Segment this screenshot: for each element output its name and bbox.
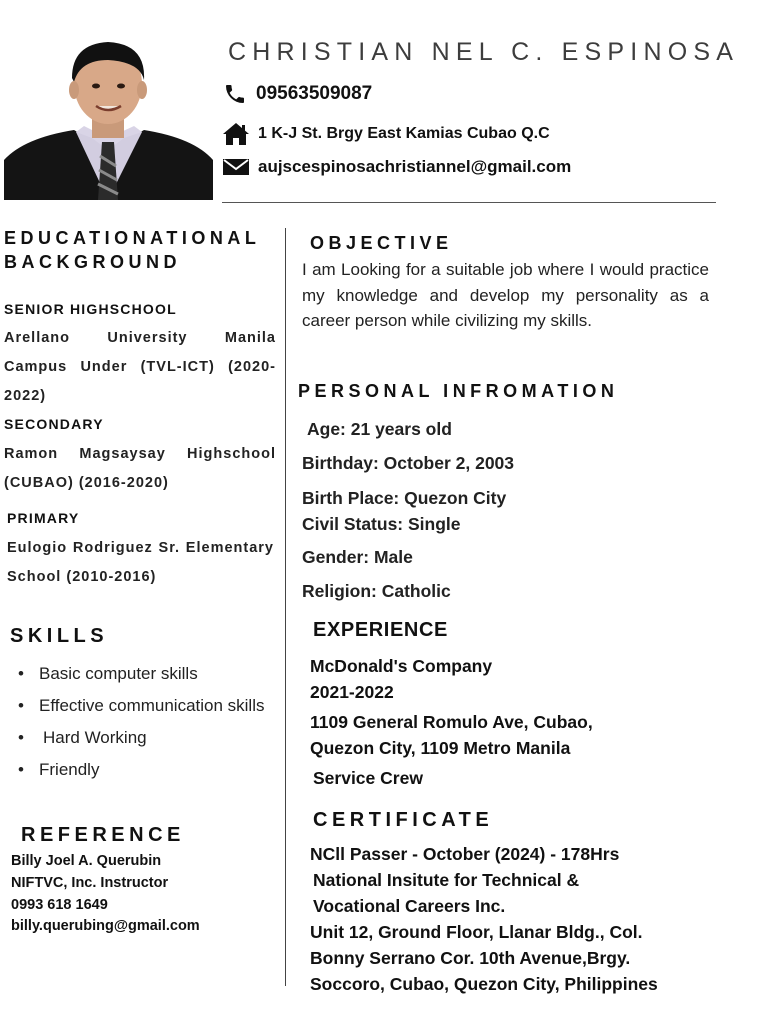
experience-company: McDonald's Company: [310, 656, 493, 676]
education-senior-school: Arellano University Manila Campus Under (TVL-ICT) (2020-2022): [4, 330, 276, 404]
reference-heading: REFERENCE: [21, 824, 185, 846]
certificate-line: Vocational Careers Inc.: [313, 896, 506, 916]
reference-title: NIFTVC, Inc. Instructor: [11, 875, 169, 891]
header-divider: [222, 202, 716, 203]
personal-info-heading: PERSONAL INFROMATION: [298, 381, 619, 401]
bullet-icon: •: [18, 728, 24, 747]
portrait-illustration: [4, 38, 213, 200]
experience-role: Service Crew: [313, 768, 423, 788]
personal-civil-status: Civil Status: Single: [302, 514, 461, 534]
skill-item: • Effective communication skills: [18, 690, 273, 722]
skills-heading: SKILLS: [10, 625, 109, 647]
experience-address-line: 1109 General Romulo Ave, Cubao,: [310, 712, 593, 732]
skill-item: • Basic computer skills: [18, 658, 273, 690]
education-senior-level: SENIOR HIGHSCHOOL: [4, 301, 177, 317]
address-text: 1 K-J St. Brgy East Kamias Cubao Q.C: [258, 125, 550, 142]
certificate-heading: CERTIFICATE: [313, 809, 494, 831]
bullet-icon: •: [18, 760, 24, 779]
reference-phone: 0993 618 1649: [11, 897, 108, 913]
education-primary-level: PRIMARY: [7, 510, 80, 526]
education-secondary-school: Ramon Magsaysay Highschool (CUBAO) (2016-2020): [4, 446, 276, 491]
skill-item: • Friendly: [18, 754, 273, 786]
phone-number: 09563509087: [256, 83, 373, 104]
education-primary-school: Eulogio Rodriguez Sr. Elementary School (2010-2016): [7, 540, 274, 585]
experience-heading: EXPERIENCE: [313, 619, 448, 641]
column-divider: [285, 228, 286, 986]
certificate-line: Soccoro, Cubao, Quezon City, Philippines: [310, 974, 658, 994]
objective-text: I am Looking for a suitable job where I would practice my knowledge and develop my personality as a career person while civilizing my skills.: [302, 260, 709, 330]
contact-address: [222, 122, 550, 146]
envelope-icon: [222, 157, 250, 177]
contact-email: [222, 157, 571, 177]
education-secondary-level: SECONDARY: [4, 416, 104, 432]
personal-religion: Religion: Catholic: [302, 581, 451, 601]
email-address: aujscespinosachristiannel@gmail.com: [258, 157, 572, 176]
personal-birthplace: Birth Place: Quezon City: [302, 488, 507, 508]
personal-age: Age: 21 years old: [307, 419, 452, 439]
personal-gender: Gender: Male: [302, 547, 413, 567]
experience-years: 2021-2022: [310, 682, 394, 702]
reference-name: Billy Joel A. Querubin: [11, 853, 162, 869]
education-heading: EDUCATIONATIONAL BACKGROUND: [4, 228, 260, 272]
personal-birthday: Birthday: October 2, 2003: [302, 453, 515, 473]
certificate-line: National Insitute for Technical &: [313, 870, 580, 890]
bullet-icon: •: [18, 696, 24, 715]
profile-photo: [4, 38, 213, 200]
objective-heading: OBJECTIVE: [310, 233, 453, 253]
phone-icon: [222, 82, 248, 106]
contact-phone: [222, 82, 372, 106]
skill-item: • Hard Working: [18, 722, 273, 754]
certificate-line: Unit 12, Ground Floor, Llanar Bldg., Col.: [310, 922, 643, 942]
bullet-icon: •: [18, 664, 24, 683]
skills-list: [18, 658, 273, 786]
reference-email: billy.querubing@gmail.com: [11, 918, 200, 934]
certificate-line: NCll Passer - October (2024) - 178Hrs: [310, 844, 620, 864]
experience-address-line: Quezon City, 1109 Metro Manila: [310, 738, 571, 758]
certificate-line: Bonny Serrano Cor. 10th Avenue,Brgy.: [310, 948, 631, 968]
candidate-name: CHRISTIAN NEL C. ESPINOSA: [228, 38, 740, 66]
home-icon: [222, 122, 250, 146]
